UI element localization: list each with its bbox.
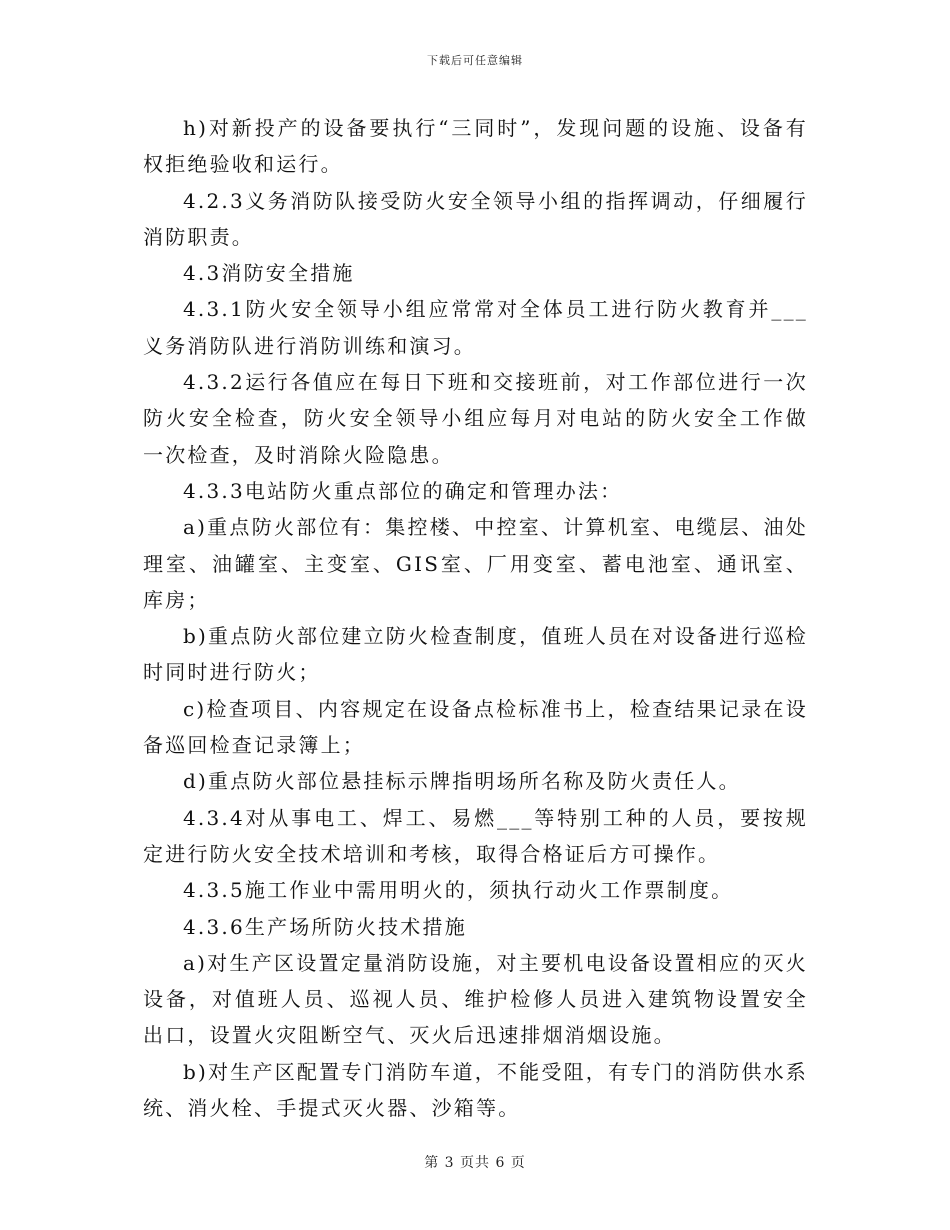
paragraph-4-3-6: 4.3.6生产场所防火技术措施 — [183, 914, 467, 939]
paragraph-4-3-3-d: d)重点防火部位悬挂标示牌指明场所名称及防火责任人。 — [183, 769, 741, 794]
paragraph-4-3-3-b: b)重点防火部位建立防火检查制度，值班人员在对设备进行巡检时同时进行防火； — [143, 624, 808, 685]
paragraph-4-3-6-a: a)对生产区设置定量消防设施，对主要机电设备设置相应的灭火设备，对值班人员、巡视人员、维护检修人员进入建筑物设置安全出口，设置火灾阻断空气、灭火后迅速排烟消烟设施。 — [143, 950, 808, 1048]
paragraph-h: h)对新投产的设备要执行“三同时”，发现问题的设施、设备有权拒绝验收和运行。 — [143, 116, 808, 177]
document-body — [143, 110, 808, 1126]
paragraph-4-3-6-b: b)对生产区配置专门消防车道，不能受阻，有专门的消防供水系统、消火栓、手提式灭火器、沙箱等。 — [143, 1059, 808, 1121]
page-header: 下载后可任意编辑 — [427, 54, 523, 67]
paragraph-4-3-5: 4.3.5施工作业中需用明火的，须执行动火工作票制度。 — [183, 878, 734, 903]
section-heading-4-3: 4.3消防安全措施 — [183, 261, 355, 286]
paragraph-4-3-1: 4.3.1防火安全领导小组应常常对全体员工进行防火教育并___义务消防队进行消防训练和演习。 — [143, 297, 808, 358]
paragraph-4-3-3-a: a)重点防火部位有：集控楼、中控室、计算机室、电缆层、油处理室、油罐室、主变室、GIS室、厂用变室、蓄电池室、通讯室、库房； — [143, 515, 808, 612]
paragraph-4-3-4: 4.3.4对从事电工、焊工、易燃___等特别工种的人员，要按规定进行防火安全技术培训和考核，取得合格证后方可操作。 — [143, 805, 808, 866]
paragraph-4-2-3: 4.2.3义务消防队接受防火安全领导小组的指挥调动，仔细履行消防职责。 — [143, 188, 808, 249]
paragraph-4-3-3: 4.3.3电站防火重点部位的确定和管理办法： — [183, 478, 623, 503]
paragraph-4-3-2: 4.3.2运行各值应在每日下班和交接班前，对工作部位进行一次防火安全检查，防火安全领导小组应每月对电站的防火安全工作做一次检查，及时消除火险隐患。 — [143, 370, 808, 467]
paragraph-4-3-3-c: c)检查项目、内容规定在设备点检标准书上，检查结果记录在设备巡回检查记录簿上； — [143, 696, 808, 758]
page-footer: 第 3 页共 6 页 — [424, 1155, 526, 1171]
